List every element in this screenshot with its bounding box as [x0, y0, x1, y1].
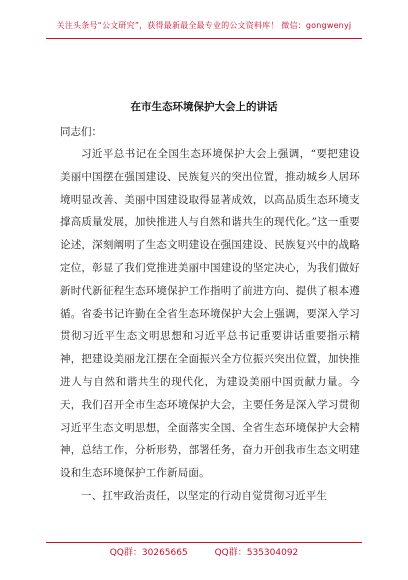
qq-group-2: QQ群：535304092 — [214, 548, 299, 558]
header-banner: 关注头条号“公文研究”，获得最新最全最专业的公文资料库！ 微信：gongwenyj — [56, 21, 352, 30]
salutation: 同志们： — [60, 126, 102, 138]
footer — [0, 545, 408, 558]
header-divider — [46, 38, 362, 39]
paragraph: 一、扛牢政治责任，以坚定的行动自觉贯彻习近平生 — [81, 489, 328, 502]
document-title: 在市生态环境保护大会上的讲话 — [130, 101, 278, 113]
document-body — [60, 122, 360, 508]
paragraph: 习近平总书记在全国生态环境保护大会上强调，“要把建设美丽中国摆在强国建设、民族复兴的突出位置，推动城乡人居环境明显改善、美丽中国建设取得显著成效，以高品质生态环境支撑高质量发展，加快推进人与自然和谐共生的现代化。”这一重要论述，深刻阐明了生态文明建设在强国建设、民族复兴中的战略定位，彰显了我们党推进美丽中国建设的坚定决心，为我们做好新时代新征程生态环境保护工作指明了前进方向、提供了根本遵循。省委书记许勤在全省生态环境保护大会上强调，要深入学习贯彻习近平生态文明思想和习近平总书记重要讲话重要指示精神，把建设美丽龙江摆在全面振兴全方位振兴突出位置，加快推进人与自然和谐共生的现代化，为建设美丽中国贡献力量。今天，我们召开全市生态环境保护大会，主要任务是深入学习贯彻习近平生态文明思想，全面落实全国、全省生态环境保护大会精神，总结工作，分析形势，部署任务，奋力开创我市生态文明建设和生态环境保护工作新局面。 — [60, 148, 360, 480]
footer-divider — [46, 542, 362, 543]
qq-group-1: QQ群：30265665 — [109, 548, 188, 558]
